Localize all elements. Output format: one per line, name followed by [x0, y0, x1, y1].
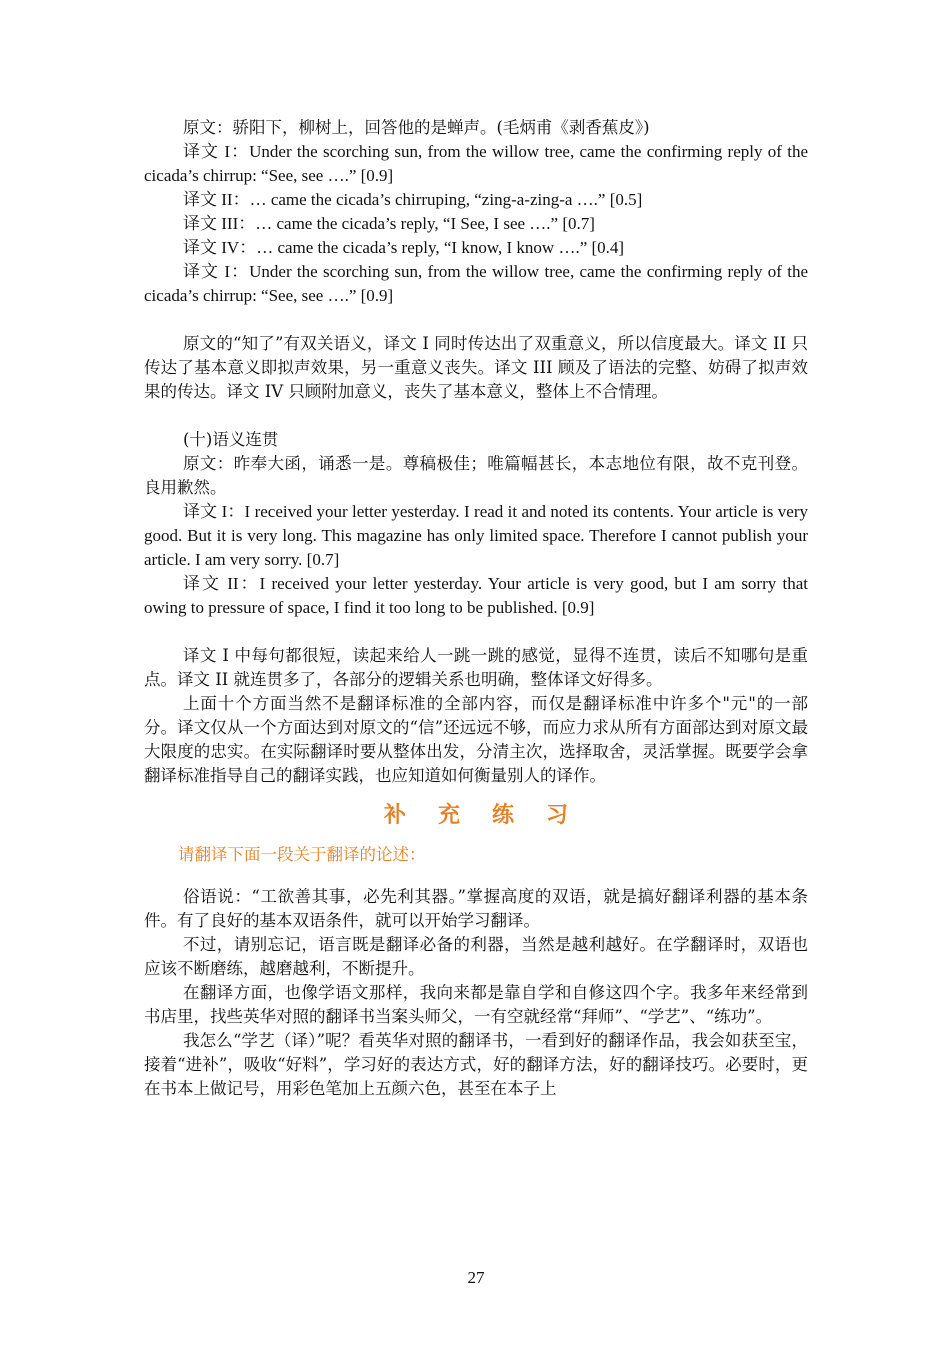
translation-3: 译文 III：… came the cicada’s reply, “I See, I see ….” [0.7] — [183, 214, 595, 233]
source-text-line: 原文：骄阳下，柳树上，回答他的是蝉声。(毛炳甫《剥香蕉皮》) — [183, 118, 650, 137]
source-text: 原文：昨奉大函，诵悉一是。尊稿极佳；唯篇幅甚长，本志地位有限，故不克刊登。良用歉然。 — [144, 454, 808, 497]
analysis-paragraph-2: 译文 I 中每句都很短，读起来给人一跳一跳的感觉，显得不连贯，读后不知哪句是重点。译文 II 就连贯多了，各部分的逻辑关系也明确，整体译文好得多。 — [144, 646, 808, 689]
section-heading: (十)语义连贯 — [183, 430, 279, 449]
exercise-paragraph-1: 俗语说：“工欲善其事，必先利其器。”掌握高度的双语，就是搞好翻译利器的基本条件。有了良好的基本双语条件，就可以开始学习翻译。 — [144, 887, 808, 930]
supplement-title: 补充练习 — [383, 803, 600, 828]
page-number: 27 — [467, 1268, 485, 1287]
translation-1: 译文 I：I received your letter yesterday. I read it and noted its contents. Your article is very good. But it is very long. This magazine has only limited space. Therefore I cannot publish your article. I am very sorry. [0.7] — [144, 502, 808, 569]
exercise-paragraph-4: 我怎么“学艺（译）”呢？看英华对照的翻译书，一看到好的翻译作品，我会如获至宝，接着“进补”，吸收“好料”，学习好的表达方式，好的翻译方法，好的翻译技巧。必要时，更在书本上做记号，用彩色笔加上五颜六色，甚至在本子上 — [144, 1031, 808, 1098]
exercise-paragraph-3: 在翻译方面，也像学语文那样，我向来都是靠自学和自修这四个字。我多年来经常到书店里，找些英华对照的翻译书当案头师父，一有空就经常“拜师”、“学艺”、“练功”。 — [144, 983, 808, 1026]
translation-2: 译文 II：I received your letter yesterday. Your article is very good, but I am sorry that owing to pressure of space, I find it too long to be published. [0.9] — [144, 574, 808, 617]
page-body — [144, 116, 808, 1101]
translation-4: 译文 IV：… came the cicada’s reply, “I know, I know ….” [0.4] — [183, 238, 625, 257]
translation-1: 译文 I：Under the scorching sun, from the willow tree, came the confirming reply of the cicada’s chirrup: “See, see ….” [0.9] — [144, 142, 808, 185]
summary-paragraph: 上面十个方面当然不是翻译标准的全部内容，而仅是翻译标准中许多个"元"的一部分。译文仅从一个方面达到对原文的“信”还远远不够，而应力求从所有方面部达到对原文最大限度的忠实。在实际翻译时要从整体出发，分清主次，选择取舍，灵活掌握。既要学会拿翻译标准指导自己的翻译实践，也应知道如何衡量别人的译作。 — [144, 694, 808, 785]
translation-1-repeat: 译文 I：Under the scorching sun, from the willow tree, came the confirming reply of the cicada’s chirrup: “See, see ….” [0.9] — [144, 262, 808, 305]
exercise-paragraph-2: 不过，请别忘记，语言既是翻译必备的利器，当然是越利越好。在学翻译时，双语也应该不断磨练，越磨越利，不断提升。 — [144, 935, 808, 978]
exercise-instruction: 请翻译下面一段关于翻译的论述： — [178, 845, 426, 864]
translation-2: 译文 II：… came the cicada’s chirruping, “zing-a-zing-a ….” [0.5] — [183, 190, 643, 209]
analysis-paragraph-1: 原文的“知了”有双关语义，译文 I 同时传达出了双重意义，所以信度最大。译文 II 只传达了基本意义即拟声效果，另一重意义丧失。译文 III 顾及了语法的完整、妨碍了拟声效果的传达。译文 IV 只顾附加意义，丧失了基本意义，整体上不合情理。 — [144, 334, 808, 401]
